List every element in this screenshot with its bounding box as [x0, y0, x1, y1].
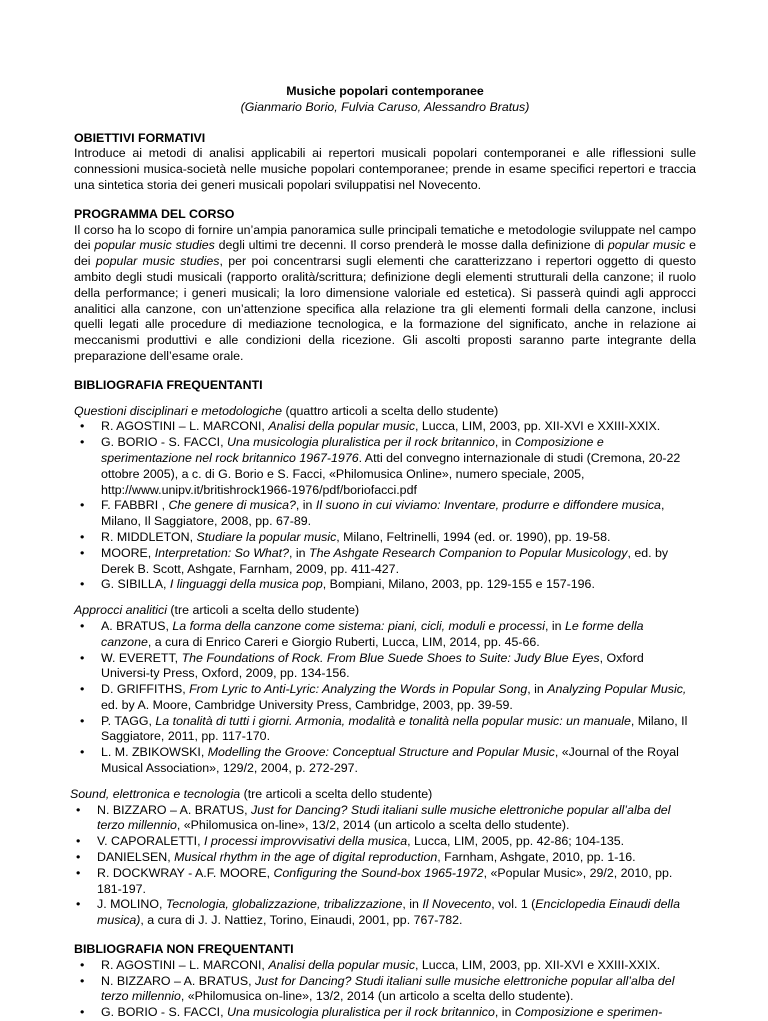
bibliography-entry: • F. FABBRI , Che genere di musica?, in Il suono in cui viviamo: Inventare, produrre e diffondere musica, Milano, Il Saggiatore, 2008, pp. 67-89. — [74, 498, 696, 530]
bibliography-entry: • R. MIDDLETON, Studiare la popular music, Milano, Feltrinelli, 1994 (ed. or. 1990), pp. 19-58. — [74, 530, 696, 546]
programma-text: Il corso ha lo scopo di fornire un’ampia panoramica sulle principali tematiche e metodologie sviluppate nel campo dei popular music studies degli ultimi tre decenni. Il corso prenderà le mosse dalla definizione di popular music e dei popular music studies, per poi concentrarsi sugli elementi che caratterizzano i repertori oggetto di questo ambito degli studi musicali (rapporto oralità/scrittura; definizione degli elementi strutturali della canzone; il ruolo della performance; i generi musicali; la loro dimensione valoriale ed estetica). Si passerà quindi agli approcci analitici alla canzone, con un’attenzione specifica alla relazione tra gli elementi formali della canzone, inclusi quelli legati alle procedure di mediazione tecnologica, e la formazione del significato, anche in relazione ai meccanismi produttivi e alle condizioni della ricezione. Gli ascolti proposti saranno parte integrante della preparazione dell’esame orale. — [74, 222, 696, 363]
group-questioni — [74, 404, 696, 594]
document-page — [70, 84, 696, 1021]
bibliography-entry: • D. GRIFFITHS, From Lyric to Anti-Lyric: Analyzing the Words in Popular Song, in Analyzing Popular Music, ed. by A. Moore, Cambridge University Press, Cambridge, 2003, pp. 39-59. — [74, 682, 696, 714]
bibliography-entry: • R. DOCKWRAY - A.F. MOORE, Configuring the Sound-box 1965-1972, «Popular Music», 29/2, 2010, pp. 181-197. — [70, 866, 696, 898]
document-title: Musiche popolari contemporanee — [286, 84, 484, 98]
bibliography-list — [74, 619, 696, 777]
bibliography-entry: • R. AGOSTINI – L. MARCONI, Analisi della popular music, Lucca, LIM, 2003, pp. XII-XVI e XXIII-XXIX. — [74, 419, 696, 435]
bibliography-entry: • G. BORIO - S. FACCI, Una musicologia pluralistica per il rock britannico, in Composizione e sperimen- — [74, 1005, 696, 1021]
group-approcci — [74, 603, 696, 777]
bibliography-list — [74, 419, 696, 593]
heading-programma: PROGRAMMA DEL CORSO — [74, 206, 235, 221]
bibliography-entry: • W. EVERETT, The Foundations of Rock. From Blue Suede Shoes to Suite: Judy Blue Eyes, Oxford Universi-ty Press, Oxford, 2009, pp. 134-156. — [74, 651, 696, 683]
bibliography-entry: • L. M. ZBIKOWSKI, Modelling the Groove: Conceptual Structure and Popular Music, «Journal of the Royal Musical Association», 129/2, 2004, p. 272-297. — [74, 745, 696, 777]
bibliography-entry: • MOORE, Interpretation: So What?, in The Ashgate Research Companion to Popular Musicology, ed. by Derek B. Scott, Ashgate, Farnham, 2009, pp. 411-427. — [74, 546, 696, 578]
group-heading: Approcci analitici (tre articoli a scelta dello studente) — [74, 603, 360, 618]
bibliography-entry: • A. BRATUS, La forma della canzone come sistema: piani, cicli, moduli e processi, in Le forme della canzone, a cura di Enrico Careri e Giorgio Ruberti, Lucca, LIM, 2014, pp. 45-66. — [74, 619, 696, 651]
bibliography-entry: • N. BIZZARO – A. BRATUS, Just for Dancing? Studi italiani sulle musiche elettroniche popular all’alba del terzo millennio, «Philomusica on-line», 13/2, 2014 (un articolo a scelta dello studente). — [74, 974, 696, 1006]
group-heading: Questioni disciplinari e metodologiche (quattro articoli a scelta dello studente) — [74, 403, 499, 418]
heading-non-frequentanti: BIBLIOGRAFIA NON FREQUENTANTI — [74, 942, 294, 957]
heading-obiettivi: OBIETTIVI FORMATIVI — [74, 130, 206, 145]
obiettivi-text: Introduce ai metodi di analisi applicabili ai repertori musicali popolari contemporanei e alle riflessioni sulle connessioni musica-società nelle musiche popolari contemporanee; prende in esame specifici repertori e traccia una sintetica storia dei generi musicali popolari sviluppatisi nel Novecento. — [74, 146, 696, 192]
bibliography-entry: • G. BORIO - S. FACCI, Una musicologia pluralistica per il rock britannico, in Composizione e sperimentazione nel rock britannico 1967-1976. Atti del convegno internazionale di studi (Cremona, 20-22 ottobre 2005), a c. di G. Borio e S. Facci, «Philomusica Online», numero speciale, 2005, http://www.unipv.it/britishrock1966-1976/pdf/boriofacci.pdf — [74, 435, 696, 498]
bibliography-entry: • P. TAGG, La tonalità di tutti i giorni. Armonia, modalità e tonalità nella popular music: un manuale, Milano, Il Saggiatore, 2011, pp. 117-170. — [74, 714, 696, 746]
bibliography-entry: • V. CAPORALETTI, I processi improvvisativi della musica, Lucca, LIM, 2005, pp. 42-86; 104-135. — [70, 834, 696, 850]
bibliography-entry: • J. MOLINO, Tecnologia, globalizzazione, tribalizzazione, in Il Novecento, vol. 1 (Enciclopedia Einaudi della musica), a cura di J. J. Nattiez, Torino, Einaudi, 2001, pp. 767-782. — [70, 897, 696, 929]
bibliography-entry: • R. AGOSTINI – L. MARCONI, Analisi della popular music, Lucca, LIM, 2003, pp. XII-XVI e XXIII-XXIX. — [74, 958, 696, 974]
bibliography-entry: • DANIELSEN, Musical rhythm in the age of digital reproduction, Farnham, Ashgate, 2010, pp. 1-16. — [70, 850, 696, 866]
bibliography-entry: • N. BIZZARO – A. BRATUS, Just for Dancing? Studi italiani sulle musiche elettroniche popular all’alba del terzo millennio, «Philomusica on-line», 13/2, 2014 (un articolo a scelta dello studente). — [70, 803, 696, 835]
bibliography-entry: • G. SIBILLA, I linguaggi della musica pop, Bompiani, Milano, 2003, pp. 129-155 e 157-196. — [74, 577, 696, 593]
group-sound — [70, 787, 696, 929]
heading-frequentanti: BIBLIOGRAFIA FREQUENTANTI — [74, 377, 263, 392]
bibliography-list — [70, 803, 696, 929]
document-authors: (Gianmario Borio, Fulvia Caruso, Alessandro Bratus) — [240, 99, 530, 114]
bibliography-list — [74, 958, 696, 1021]
group-heading: Sound, elettronica e tecnologia (tre articoli a scelta dello studente) — [70, 786, 433, 801]
